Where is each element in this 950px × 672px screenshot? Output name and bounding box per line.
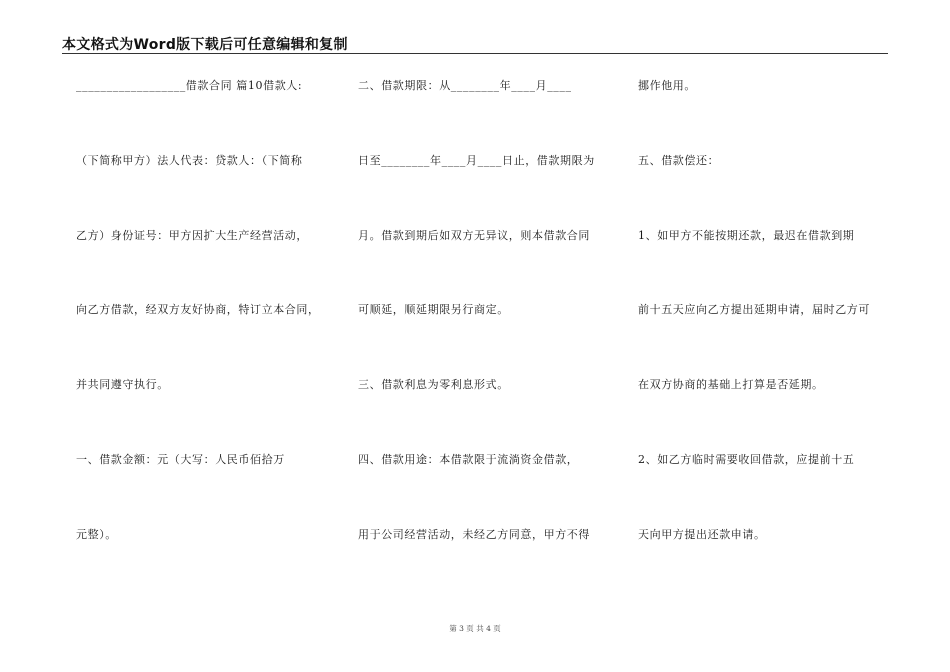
column-line: 向乙方借款，经双方友好协商，特订立本合同， bbox=[76, 303, 320, 316]
column-line: 并共同遵守执行。 bbox=[76, 378, 169, 391]
column-line: 月。借款到期后如双方无异议，则本借款合同 bbox=[358, 229, 590, 242]
column-line: 五、借款偿还： bbox=[638, 154, 720, 167]
column-line: __________________借款合同 篇10借款人: bbox=[76, 79, 303, 92]
header-title: 本文格式为Word版下载后可任意编辑和复制 bbox=[62, 37, 348, 53]
page-number: 第 3 页 共 4 页 bbox=[449, 624, 501, 633]
column-line: 1、如甲方不能按期还款，最迟在借款到期 bbox=[638, 229, 855, 242]
column-line: 日至________年____月____日止，借款期限为 bbox=[358, 154, 595, 167]
column-line: 二、借款期限：从________年____月____ bbox=[358, 79, 572, 92]
column-line: 四、借款用途：本借款限于流淌资金借款， bbox=[358, 453, 579, 466]
column-line: 2、如乙方临时需要收回借款，应提前十五 bbox=[638, 453, 855, 466]
column-line: 三、借款利息为零利息形式。 bbox=[358, 378, 509, 391]
column-line: 挪作他用。 bbox=[638, 79, 696, 92]
column-line: 在双方协商的基础上打算是否延期。 bbox=[638, 378, 824, 391]
column-line: （下简称甲方）法人代表：贷款人：（下简称 bbox=[76, 154, 303, 167]
column-line: 用于公司经营活动，未经乙方同意，甲方不得 bbox=[358, 528, 590, 541]
column-line: 前十五天应向乙方提出延期申请，届时乙方可 bbox=[638, 303, 870, 316]
column-line: 元整）。 bbox=[76, 528, 117, 541]
column-line: 乙方）身份证号：甲方因扩大生产经营活动， bbox=[76, 229, 308, 242]
header-divider bbox=[62, 53, 888, 54]
column-line: 可顺延，顺延期限另行商定。 bbox=[358, 303, 509, 316]
column-line: 天向甲方提出还款申请。 bbox=[638, 528, 766, 541]
column-line: 一、借款金额：元（大写：人民币佰拾万 bbox=[76, 453, 285, 466]
